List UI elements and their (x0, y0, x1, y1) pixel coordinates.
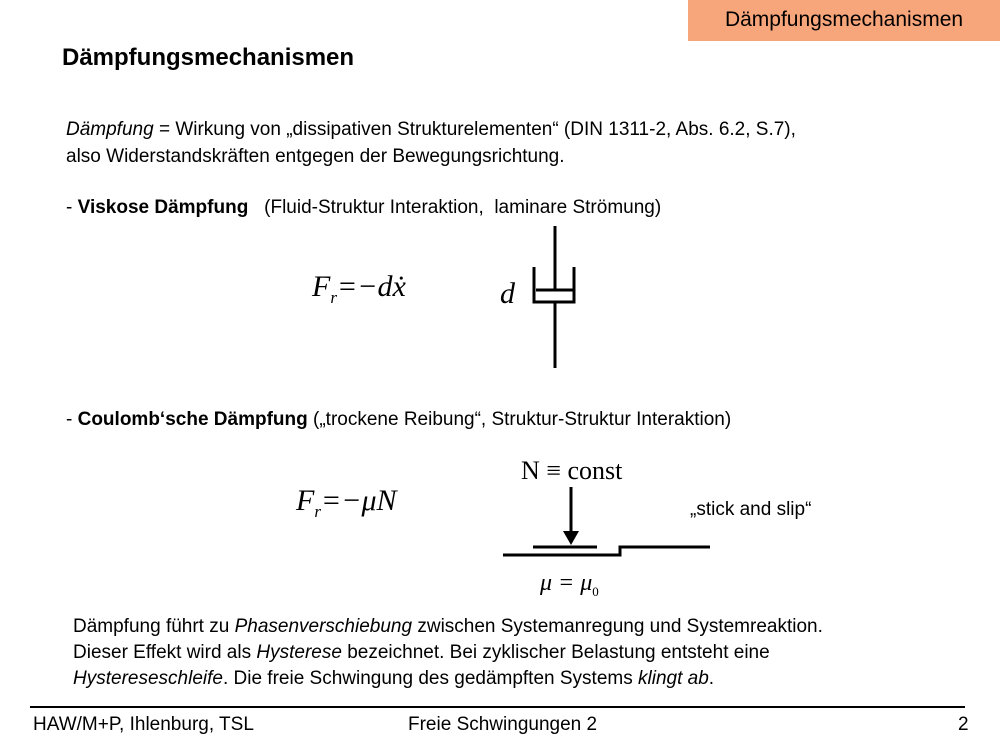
term-phasenverschiebung: Phasenverschiebung (234, 616, 413, 637)
conclusion-text: . Die freie Schwingung des gedämpften Systems (222, 668, 639, 689)
coulomb-formula-sub: r (314, 502, 321, 521)
coulomb-formula-rest: =−μN (320, 484, 397, 517)
definition-line-2: also Widerstandskräften entgegen der Bewegungsrichtung. (66, 146, 565, 167)
conclusion-text: bezeichnet. Bei zyklischer Belastung entsteht eine (341, 642, 770, 663)
viscous-formula (312, 270, 406, 308)
conclusion-text: Dieser Effekt wird als (73, 642, 257, 663)
term-hystereseschleife: Hystereseschleife (73, 668, 223, 689)
term-klingt-ab: klingt ab (638, 668, 709, 689)
slide-title: Dämpfungsmechanismen (62, 44, 355, 71)
coulomb-heading (66, 406, 731, 434)
coulomb-formula (296, 484, 397, 522)
damper-label: d (500, 277, 515, 310)
viscous-desc: (Fluid-Struktur Interaktion, laminare Strömung) (248, 197, 662, 218)
coulomb-label: Coulomb‘sche Dämpfung (77, 409, 308, 430)
viscous-formula-sub: r (330, 288, 337, 307)
coulomb-formula-f: F (296, 484, 315, 517)
conclusion-text: zwischen Systemanregung und Systemreaktion. (412, 616, 823, 637)
definition-line-1 (66, 116, 796, 144)
friction-diagram (500, 485, 715, 565)
friction-coefficient (540, 570, 599, 600)
section-tag-label: Dämpfungsmechanismen (724, 8, 964, 31)
damper-diagram (520, 220, 590, 375)
term-hysterese: Hysterese (256, 642, 342, 663)
normal-force-label: N ≡ const (521, 456, 623, 485)
friction-mu-sub: 0 (592, 583, 599, 599)
footer-author: HAW/M+P, Ihlenburg, TSL (33, 714, 254, 735)
conclusion-line-3 (73, 666, 823, 692)
page-number: 2 (958, 714, 969, 735)
definition-term: Dämpfung (66, 119, 154, 140)
definition-line-1-text: = Wirkung von „dissipativen Strukturelementen“ (DIN 1311-2, Abs. 6.2, S.7), (153, 119, 796, 140)
viscous-prefix: - (66, 197, 78, 218)
footer-divider (30, 706, 965, 708)
coulomb-desc: („trockene Reibung“, Struktur-Struktur Interaktion) (307, 409, 732, 430)
footer-topic: Freie Schwingungen 2 (408, 714, 598, 735)
section-tag (688, 0, 1000, 41)
viscous-heading (66, 194, 661, 222)
viscous-formula-rest: =−dẋ (336, 270, 406, 303)
conclusion-line-1 (73, 614, 823, 640)
conclusion-line-2 (73, 640, 823, 666)
friction-mu: μ = μ (540, 570, 593, 596)
conclusion-text: . (708, 668, 715, 689)
coulomb-prefix: - (66, 409, 78, 430)
viscous-label: Viskose Dämpfung (77, 197, 249, 218)
conclusion-paragraph (73, 614, 823, 692)
stick-slip-label: „stick and slip“ (690, 499, 812, 520)
normal-force-arrow-head (563, 531, 579, 545)
viscous-formula-f: F (312, 270, 331, 303)
conclusion-text: Dämpfung führt zu (73, 616, 235, 637)
